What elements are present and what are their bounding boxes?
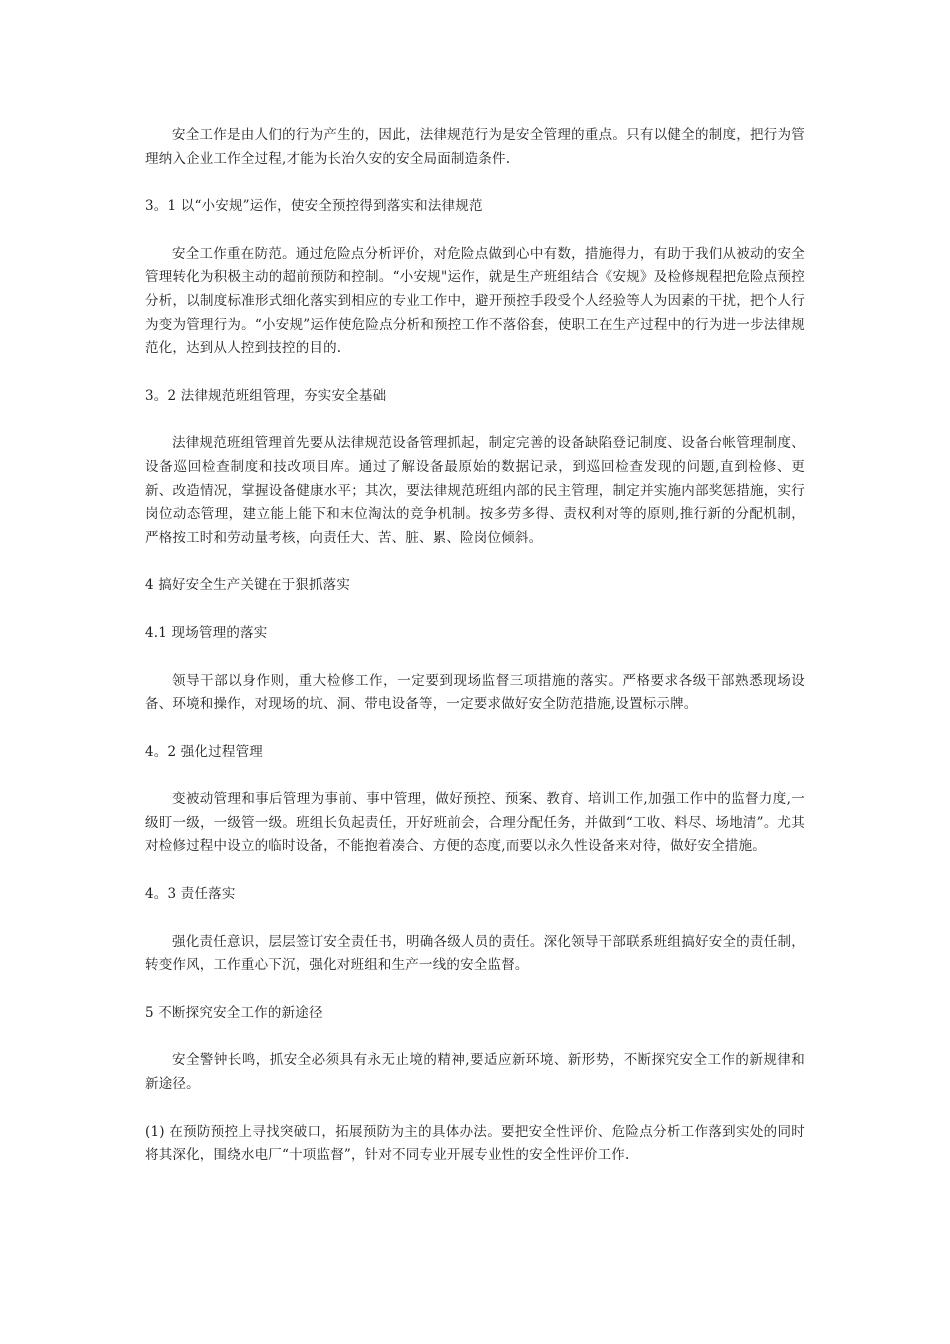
paragraph-4-2: 变被动管理和事后管理为事前、事中管理，做好预控、预案、教育、培训工作,加强工作中的监督力度,一级盯一级，一级管一级。班组长负起责任，开好班前会，合理分配任务，并做到“工收、料尽、场地清”。尤其对检修过程中设立的临时设备，不能抱着凑合、方便的态度,而要以永久性设备来对待，做好安全措施。 <box>145 791 805 855</box>
heading-3-2: 3。2 法律规范班组管理，夯实安全基础 <box>145 387 387 404</box>
heading-4: 4 搞好安全生产关键在于狠抓落实 <box>145 577 351 594</box>
paragraph-4-3: 强化责任意识，层层签订安全责任书，明确各级人员的责任。深化领导干部联系班组搞好安全的责任制，转变作风，工作重心下沉，强化对班组和生产一线的安全监督。 <box>145 933 805 974</box>
paragraph-3-2: 法律规范班组管理首先要从法律规范设备管理抓起，制定完善的设备缺陷登记制度、设备台帐管理制度、设备巡回检查制度和技改项目库。通过了解设备最原始的数据记录，到巡回检查发现的问题,直到检修、更新、改造情况，掌握设备健康水平；其次，要法律规范班组内部的民主管理，制定并实施内部奖惩措施，实行岗位动态管理，建立能上能下和末位淘汰的竞争机制。按多劳多得、责权利对等的原则,推行新的分配机制，严格按工时和劳动量考核，向责任大、苦、脏、累、险岗位倾斜。 <box>145 435 805 546</box>
heading-4-3: 4。3 责任落实 <box>145 886 236 903</box>
heading-3-1: 3。1 以“小安规”运作，使安全预控得到落实和法律规范 <box>145 198 483 215</box>
paragraph-4-1: 领导干部以身作则，重大检修工作，一定要到现场监督三项措施的落实。严格要求各级干部熟悉现场设备、环境和操作，对现场的坑、洞、带电设备等，一定要求做好安全防范措施,设置标示牌。 <box>145 672 805 713</box>
paragraph-law-norms: 安全工作是由人们的行为产生的，因此，法律规范行为是安全管理的重点。只有以健全的制度，把行为管理纳入企业工作全过程,才能为长治久安的安全局面制造条件. <box>145 127 805 167</box>
list-item-1: (1) 在预防预控上寻找突破口，拓展预防为主的具体办法。要把安全性评价、危险点分析工作落到实处的同时将其深化，围绕水电厂“十项监督”，针对不同专业开展专业性的安全性评价工作. <box>145 1123 805 1164</box>
paragraph-5: 安全警钟长鸣，抓安全必须具有永无止境的精神,要适应新环境、新形势，不断探究安全工作的新规律和新途径。 <box>145 1052 805 1093</box>
document-body <box>145 124 805 1192</box>
heading-4-1: 4.1 现场管理的落实 <box>145 624 268 641</box>
heading-4-2: 4。2 强化过程管理 <box>145 743 263 760</box>
paragraph-3-1: 安全工作重在防范。通过危险点分析评价，对危险点做到心中有数，措施得力，有助于我们从被动的安全管理转化为积极主动的超前预防和控制。“小安规"运作，就是生产班组结合《安规》及检修规程把危险点预控分析，以制度标准形式细化落实到相应的专业工作中，避开预控手段受个人经验等人为因素的干扰，把个人行为变为管理行为。“小安规”运作使危险点分析和预控工作不落俗套，使职工在生产过程中的行为进一步法律规范化，达到从人控到技控的目的. <box>145 245 805 357</box>
heading-5: 5 不断探究安全工作的新途径 <box>145 1004 323 1021</box>
